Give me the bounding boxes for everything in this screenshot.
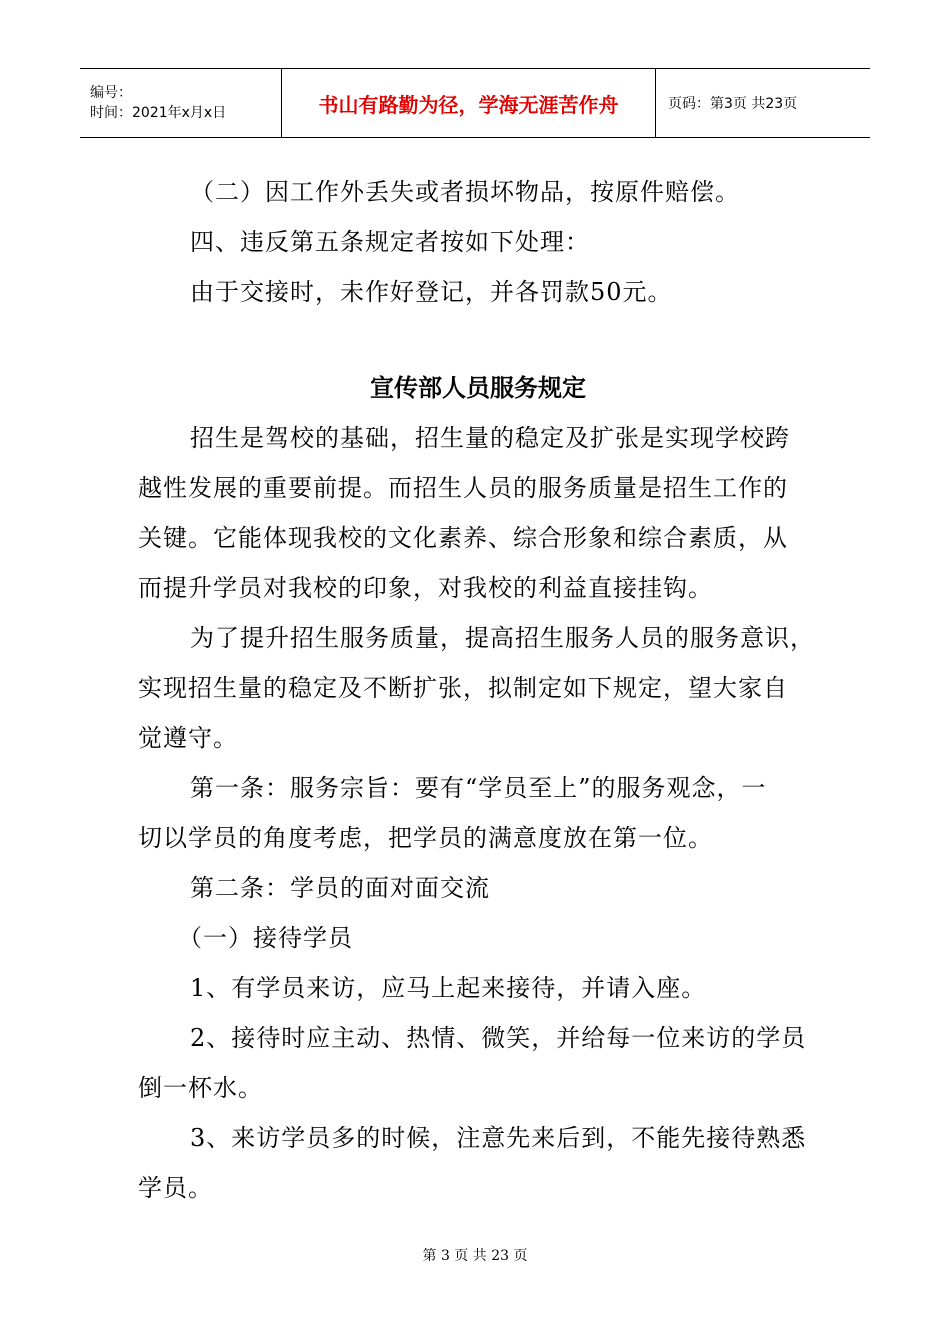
header-page-info-cell (656, 69, 870, 137)
page-header (80, 68, 870, 138)
paragraph-line: 第一条：服务宗旨：要有“学员至上”的服务观念，一 (190, 774, 767, 802)
section-title: 宣传部人员服务规定 (370, 374, 586, 402)
paragraph-line: 越性发展的重要前提。而招生人员的服务质量是招生工作的 (138, 474, 788, 502)
header-motto-cell (282, 69, 656, 137)
paragraph-line: 1、有学员来访，应马上起来接待，并请入座。 (190, 974, 707, 1002)
paragraph-line: 倒一杯水。 (138, 1074, 263, 1102)
header-meta (80, 69, 282, 137)
paragraph-line: 学员。 (138, 1174, 213, 1202)
paragraph-line: 招生是驾校的基础，招生量的稳定及扩张是实现学校跨 (190, 424, 790, 452)
header-page-info: 页码：第3页 共23页 (668, 96, 798, 112)
paragraph-line: 四、违反第五条规定者按如下处理： (190, 228, 590, 256)
paragraph-line: 为了提升招生服务质量，提高招生服务人员的服务意识， (190, 624, 815, 652)
paragraph-line: 关键。它能体现我校的文化素养、综合形象和综合素质，从 (138, 524, 788, 552)
paragraph-line: 觉遵守。 (138, 724, 238, 752)
paragraph-line: 实现招生量的稳定及不断扩张，拟制定如下规定，望大家自 (138, 674, 788, 702)
document-date: 时间：2021年x月x日 (90, 105, 227, 121)
paragraph-line: 而提升学员对我校的印象，对我校的利益直接挂钩。 (138, 574, 713, 602)
paragraph-line: 由于交接时，未作好登记，并各罚款50元。 (190, 278, 673, 306)
paragraph-line: （一）接待学员 (178, 924, 353, 952)
paragraph-line: 切以学员的角度考虑，把学员的满意度放在第一位。 (138, 824, 713, 852)
paragraph-line: （二）因工作外丢失或者损坏物品，按原件赔偿。 (190, 178, 740, 206)
paragraph-line: 3、来访学员多的时候，注意先来后到，不能先接待熟悉 (190, 1124, 807, 1152)
page-footer: 第 3 页 共 23 页 (422, 1248, 528, 1264)
paragraph-line: 2、接待时应主动、热情、微笑，并给每一位来访的学员 (190, 1024, 807, 1052)
document-number-label: 编号： (90, 85, 132, 101)
header-motto: 书山有路勤为径，学海无涯苦作舟 (318, 92, 619, 117)
paragraph-line: 第二条：学员的面对面交流 (190, 874, 490, 902)
